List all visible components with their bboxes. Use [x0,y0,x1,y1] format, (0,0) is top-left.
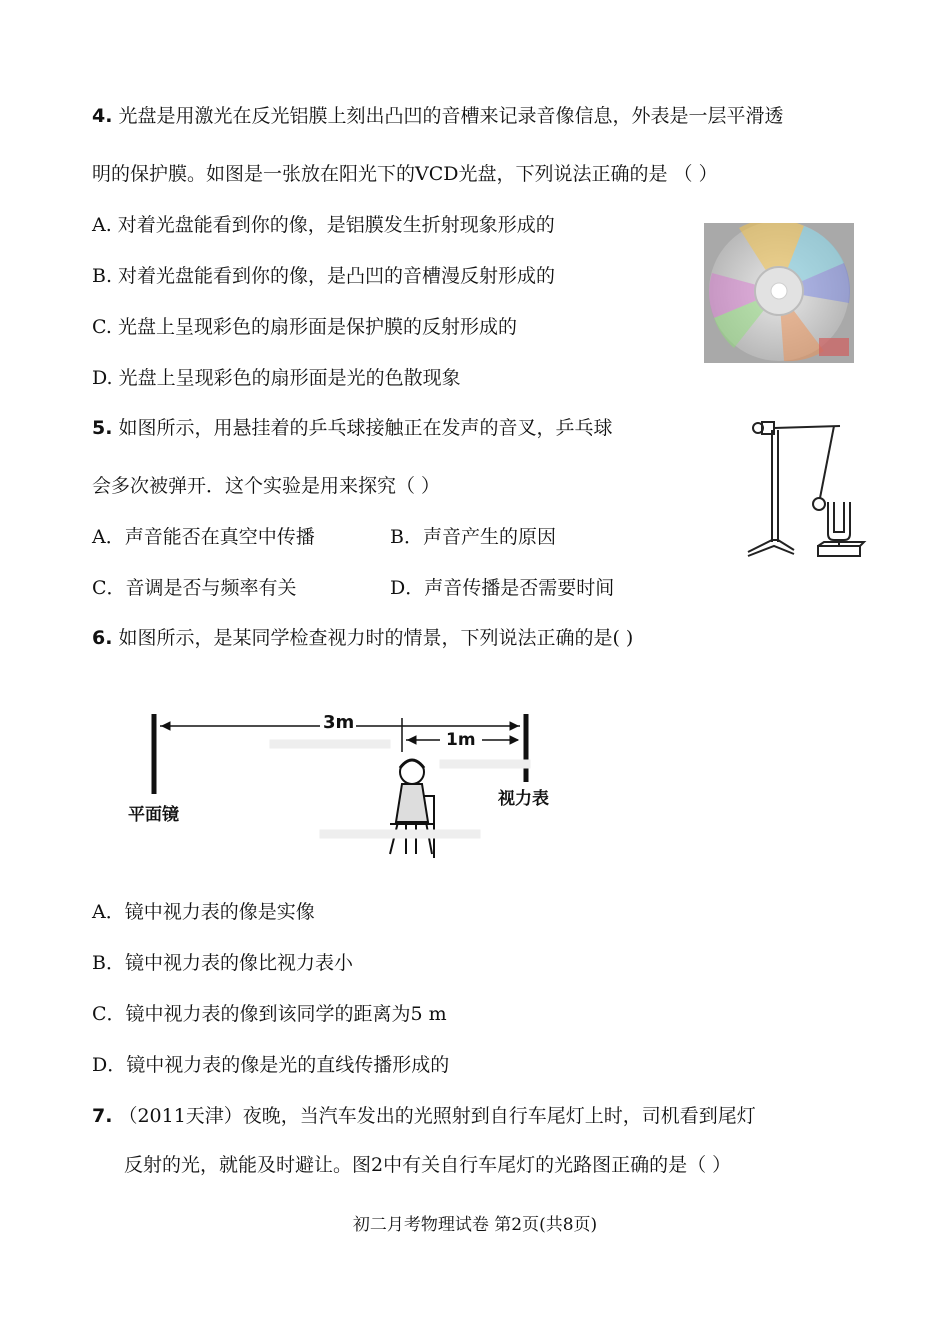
page-footer: 初二月考物理试卷 第2页(共8页) [352,1215,598,1235]
q5-stem-line1: 5. 如图所示，用悬挂着的乒乓球接触正在发声的音叉，乒乓球 [92,417,613,439]
q6-option-b: B．镜中视力表的像比视力表小 [92,952,353,974]
q7-number: 7. [92,1105,113,1127]
q6-stem: 6. 如图所示，是某同学检查视力时的情景，下列说法正确的是( ) [92,627,634,649]
q5-option-a: A．声音能否在真空中传播 [92,526,315,548]
q6-number: 6. [92,627,113,649]
distance-3m-label: 3m [323,712,355,733]
q5-option-c: C．音调是否与频率有关 [92,577,297,599]
eye-chart-label: 视力表 [498,789,549,809]
q5-option-b: B．声音产生的原因 [390,526,556,548]
cd-disc-figure [704,223,854,363]
q5-stem-line2: 会多次被弹开．这个实验是用来探究（ ） [92,475,441,497]
q6-option-d: D．镜中视力表的像是光的直线传播形成的 [92,1054,450,1076]
q4-number: 4. [92,105,113,127]
distance-1m-label: 1m [446,730,476,750]
eye-test-figure [120,700,560,870]
mirror-label: 平面镜 [128,805,179,825]
q4-option-b: B. 对着光盘能看到你的像，是凸凹的音槽漫反射形成的 [92,265,556,287]
q5-number: 5. [92,417,113,439]
q6-option-a: A．镜中视力表的像是实像 [92,901,315,923]
q4-stem-line1: 4. 光盘是用激光在反光铝膜上刻出凸凹的音槽来记录音像信息，外表是一层平滑透 [92,105,784,127]
q7-stem-line1: 7. （2011天津）夜晚，当汽车发出的光照射到自行车尾灯上时，司机看到尾灯 [92,1105,756,1127]
q4-option-d: D. 光盘上呈现彩色的扇形面是光的色散现象 [92,367,461,389]
q4-option-a: A. 对着光盘能看到你的像，是铝膜发生折射现象形成的 [92,214,555,236]
q4-option-c: C. 光盘上呈现彩色的扇形面是保护膜的反射形成的 [92,316,517,338]
q7-stem-line2: 反射的光，就能及时避让。图2中有关自行车尾灯的光路图正确的是（ ） [124,1154,732,1176]
q6-option-c: C．镜中视力表的像到该同学的距离为5 m [92,1003,447,1025]
q4-stem-line2: 明的保护膜。如图是一张放在阳光下的VCD光盘，下列说法正确的是 （ ） [92,163,718,185]
q5-option-d: D．声音传播是否需要时间 [390,577,615,599]
tuning-fork-figure [744,412,868,564]
